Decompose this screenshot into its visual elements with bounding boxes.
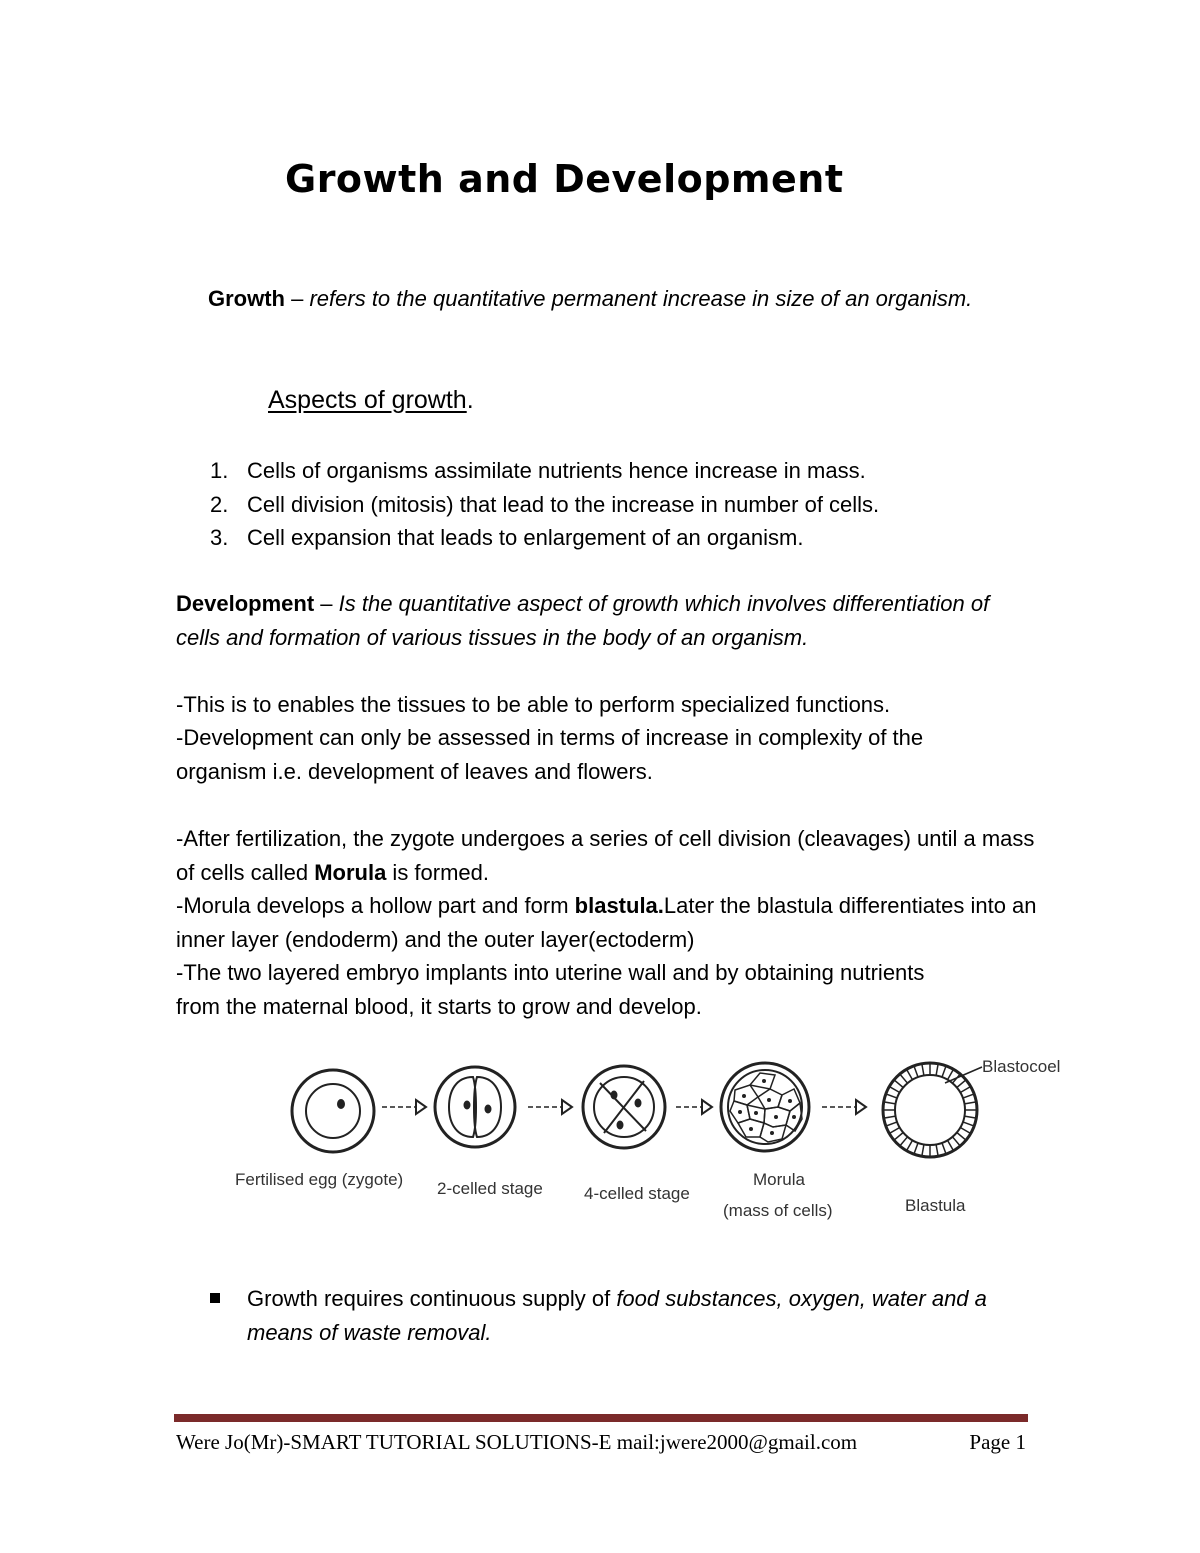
- two-celled-illustration: [435, 1067, 515, 1147]
- list-item-text: Cells of organisms assimilate nutrients hence increase in mass.: [247, 458, 866, 483]
- arrow-icon: [676, 1100, 712, 1114]
- label-four-celled: 4-celled stage: [584, 1184, 690, 1203]
- label-morula: Morula: [753, 1170, 805, 1189]
- blastula-cell-wall: [964, 1102, 976, 1104]
- requirement-text-plain: Growth requires continuous supply of: [247, 1286, 617, 1311]
- implantation-paragraph: -The two layered embryo implants into uterine wall and by obtaining nutrients from the maternal blood, it starts to grow and develop.: [176, 960, 925, 1019]
- list-item-number: 1.: [210, 458, 229, 483]
- blastula-cell-wall: [922, 1064, 924, 1076]
- blastula-cell-wall: [886, 1122, 897, 1126]
- blastula-text-1: -Morula develops a hollow part and form: [176, 893, 575, 918]
- fertilization-text-1: -After fertilization, the zygote undergoes a series of cell division (cleavages) until a mass of cells called: [176, 826, 1035, 885]
- fertilization-paragraph: [176, 822, 1036, 889]
- blastula-cell-wall: [963, 1122, 974, 1126]
- blastula-text-2: Later the blastula differentiates into an inner layer (endoderm) and the outer layer(ectoderm): [176, 893, 1037, 952]
- blastula-cell-wall: [964, 1116, 976, 1118]
- list-item-number: 2.: [210, 491, 229, 517]
- blastula-cell-wall: [884, 1116, 896, 1118]
- requirements-list: [210, 1282, 1030, 1349]
- zygote-illustration: [292, 1070, 374, 1152]
- blastula-cell-wall: [894, 1132, 903, 1140]
- list-item: [200, 488, 879, 522]
- development-note-1: -This is to enables the tissues to be able to perform specialized functions.: [176, 692, 891, 717]
- square-bullet-icon: [210, 1293, 220, 1303]
- development-term: Development: [176, 591, 315, 616]
- list-item: [210, 1282, 1030, 1349]
- blastula-cell-wall: [952, 1137, 960, 1146]
- blastula-illustration: [883, 1063, 982, 1157]
- label-morula-sub: (mass of cells): [723, 1201, 833, 1220]
- list-item-text: Cell expansion that leads to enlargement of an organism.: [247, 525, 804, 550]
- blastula-cell-wall: [900, 1074, 908, 1083]
- blastula-cell-wall: [960, 1128, 970, 1134]
- blastula-cell-wall: [889, 1128, 899, 1134]
- blastula-term: blastula.: [574, 893, 664, 918]
- morula-term: Morula: [314, 859, 387, 885]
- blastula-cell-wall: [907, 1069, 913, 1079]
- development-definition: [176, 587, 1036, 654]
- requirement-text: [247, 1282, 1030, 1349]
- blastula-cell-wall: [942, 1143, 946, 1154]
- label-blastula: Blastula: [905, 1196, 966, 1215]
- arrow-icon: [822, 1100, 866, 1114]
- growth-definition: [176, 282, 1036, 316]
- list-item: [200, 454, 879, 488]
- page-number: Page 1: [969, 1430, 1026, 1454]
- growth-definition-text: refers to the quantitative permanent increase in size of an organism.: [309, 286, 973, 311]
- blastula-paragraph: [176, 889, 1046, 956]
- aspects-heading-punct: .: [466, 386, 474, 414]
- footer-divider: [174, 1414, 1028, 1422]
- arrow-icon: [382, 1100, 426, 1114]
- footer-credit: Were Jo(Mr)-SMART TUTORIAL SOLUTIONS-E mail:jwere2000@gmail.com: [176, 1430, 858, 1454]
- blastula-cell-wall: [914, 1143, 918, 1154]
- label-two-celled: 2-celled stage: [437, 1179, 543, 1198]
- list-item-text: Cell division (mitosis) that lead to the increase in number of cells.: [247, 491, 880, 517]
- label-zygote: Fertilised egg (zygote): [235, 1170, 404, 1189]
- blastula-cell-wall: [889, 1087, 899, 1093]
- blastula-cell-wall: [942, 1066, 946, 1077]
- list-item: [200, 521, 879, 555]
- four-celled-illustration: [583, 1066, 665, 1148]
- blastula-cell-wall: [936, 1064, 938, 1076]
- aspects-heading: [268, 384, 474, 416]
- list-item-number: 3.: [210, 525, 229, 550]
- blastula-cell-wall: [957, 1080, 966, 1088]
- blastula-cell-wall: [957, 1132, 966, 1140]
- blastula-cell-wall: [960, 1087, 970, 1093]
- page-title: Growth and Development: [285, 157, 844, 201]
- morula-illustration: [721, 1063, 809, 1151]
- arrow-icon: [528, 1100, 572, 1114]
- growth-dash: –: [285, 286, 310, 311]
- embryo-development-diagram: [220, 1045, 1080, 1230]
- aspects-list: [200, 454, 879, 555]
- blastula-cell-wall: [922, 1144, 924, 1156]
- fertilization-text-2: is formed.: [386, 859, 490, 885]
- development-dash: –: [314, 591, 339, 616]
- page-footer: [176, 1428, 1026, 1456]
- blastula-cell-wall: [894, 1080, 903, 1088]
- blastula-cell-wall: [884, 1102, 896, 1104]
- requirement-text-italic: food substances, oxygen, water and a means of waste removal.: [247, 1286, 987, 1345]
- blastula-cell-wall: [948, 1069, 954, 1079]
- blastula-cell-wall: [914, 1066, 918, 1077]
- blastula-cell-wall: [936, 1144, 938, 1156]
- blastula-cell-wall: [948, 1140, 954, 1150]
- blastula-cell-wall: [963, 1094, 974, 1098]
- blastula-cell-wall: [900, 1137, 908, 1146]
- aspects-heading-text: Aspects of growth: [268, 386, 467, 414]
- blastula-cell-wall: [886, 1094, 897, 1098]
- growth-term: Growth: [208, 286, 285, 311]
- development-definition-text: Is the quantitative aspect of growth which involves differentiation of cells and formation of various tissues in the body of an organism.: [176, 591, 990, 650]
- blastula-cell-wall: [907, 1140, 913, 1150]
- label-blastocoel: Blastocoel: [982, 1057, 1061, 1076]
- development-note-2: -Development can only be assessed in terms of increase in complexity of the organism i.e. development of leaves and flowers.: [176, 725, 924, 784]
